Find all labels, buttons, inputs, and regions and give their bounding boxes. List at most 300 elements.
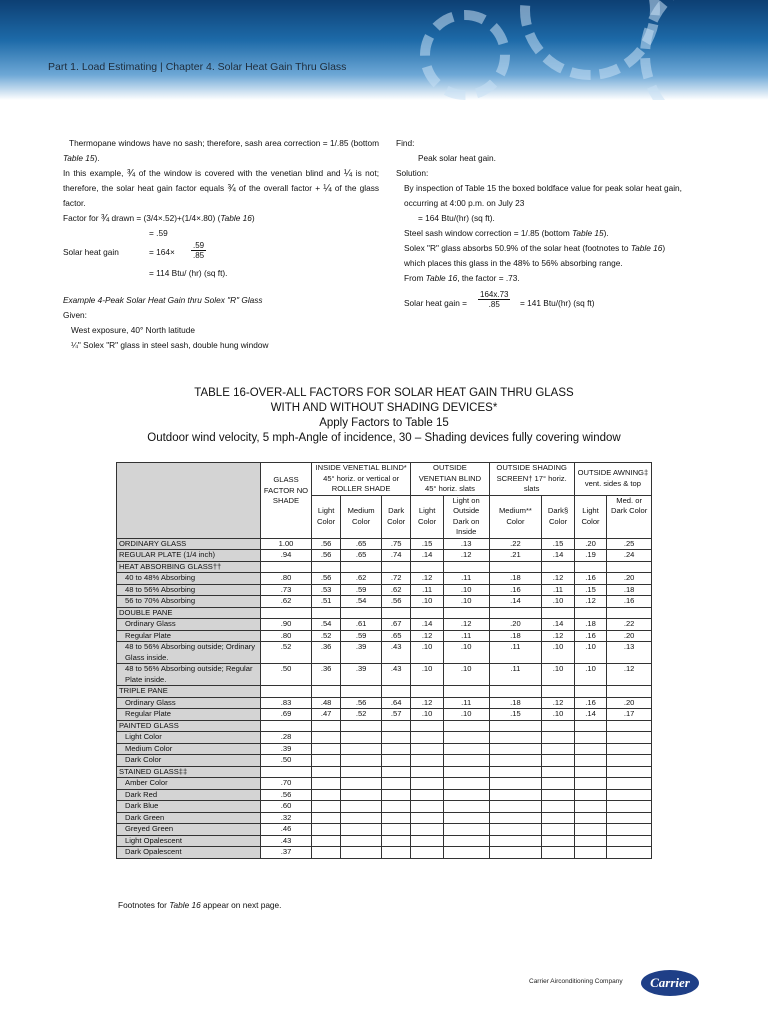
table-cell: .61 [341, 619, 382, 631]
table-cell: .20 [574, 538, 606, 550]
group-heading-row [117, 561, 652, 573]
group-heading: TRIPLE PANE [117, 686, 261, 698]
table-cell: .64 [381, 697, 410, 709]
table-cell [489, 732, 542, 744]
subheader-light-outside: Light on Outside Dark on Inside [443, 495, 489, 538]
table-row [117, 642, 652, 664]
table-cell [574, 607, 606, 619]
table-row [117, 812, 652, 824]
table-cell [574, 720, 606, 732]
table-cell [411, 607, 443, 619]
gear-decoration [520, 0, 660, 80]
table-cell [261, 686, 312, 698]
fraction: ¼ [343, 168, 353, 179]
table-row [117, 573, 652, 585]
table-cell: .14 [411, 619, 443, 631]
subtitle-line: Apply Factors to Table 15 [319, 417, 449, 429]
table-cell: .56 [341, 697, 382, 709]
table-cell: .14 [489, 596, 542, 608]
table-cell [542, 835, 574, 847]
table-cell: .15 [411, 538, 443, 550]
table-cell: .10 [411, 596, 443, 608]
table-cell: .11 [542, 584, 574, 596]
table-cell [443, 789, 489, 801]
table-cell [443, 720, 489, 732]
table-cell [574, 789, 606, 801]
find-item: Peak solar heat gain. [418, 153, 496, 163]
table-cell [607, 743, 652, 755]
solar-heat-gain-line [63, 241, 379, 263]
table-cell [443, 743, 489, 755]
thermopane-paragraph [63, 136, 379, 166]
table-cell [489, 835, 542, 847]
denominator: .85 [488, 300, 500, 309]
table-cell: .11 [489, 642, 542, 664]
formula: (3/4×.52)+(1/4×.80) ( [143, 213, 221, 223]
row-label: 40 to 48% Absorbing [117, 573, 261, 585]
table-cell: .28 [261, 732, 312, 744]
group-heading-row [117, 720, 652, 732]
table-cell [574, 766, 606, 778]
table-cell [411, 743, 443, 755]
text: In this example, [63, 168, 124, 178]
table-cell [607, 824, 652, 836]
header-blank [117, 463, 261, 539]
table-cell: .39 [261, 743, 312, 755]
table-cell [443, 835, 489, 847]
table-cell [341, 766, 382, 778]
table-cell [311, 801, 340, 813]
table-cell: .65 [341, 538, 382, 550]
text: appear on next page. [203, 900, 282, 910]
footnote [118, 900, 281, 910]
table-cell: .52 [261, 642, 312, 664]
table-cell: .21 [489, 550, 542, 562]
row-label: 48 to 56% Absorbing outside; Regular Plate inside. [117, 664, 261, 686]
table-cell [311, 755, 340, 767]
table-cell: .16 [574, 697, 606, 709]
table-cell: .62 [381, 584, 410, 596]
table-cell: .53 [311, 584, 340, 596]
table-cell [542, 607, 574, 619]
table-cell: .14 [411, 550, 443, 562]
table-cell: .39 [341, 642, 382, 664]
header-banner [0, 0, 768, 100]
table-cell [381, 766, 410, 778]
fraction: ¾ [126, 168, 136, 179]
table-cell [542, 812, 574, 824]
table-cell: .72 [381, 573, 410, 585]
table-cell: .11 [443, 573, 489, 585]
table-cell: .39 [341, 664, 382, 686]
table-cell [574, 743, 606, 755]
row-label: 48 to 56% Absorbing [117, 584, 261, 596]
table-cell: 1.00 [261, 538, 312, 550]
table-cell: .25 [607, 538, 652, 550]
table-cell [381, 732, 410, 744]
table-cell: .80 [261, 573, 312, 585]
table-cell [311, 732, 340, 744]
subheader-light: Light Color [411, 495, 443, 538]
table-cell [489, 766, 542, 778]
row-label: Light Color [117, 732, 261, 744]
table-cell: .10 [542, 596, 574, 608]
table-cell: .16 [607, 596, 652, 608]
table-cell [261, 607, 312, 619]
solution-text [396, 271, 688, 286]
table-cell [381, 743, 410, 755]
table-cell [607, 766, 652, 778]
table-cell: .12 [443, 619, 489, 631]
table-cell [443, 686, 489, 698]
row-label: Regular Plate [117, 630, 261, 642]
text: of the overall factor + [238, 183, 321, 193]
table-cell [542, 789, 574, 801]
table-cell [261, 720, 312, 732]
table-cell [341, 789, 382, 801]
table-cell: .36 [311, 642, 340, 664]
table-cell [261, 766, 312, 778]
table-cell [489, 812, 542, 824]
table-cell: .10 [542, 709, 574, 721]
row-label: Ordinary Glass [117, 697, 261, 709]
table-cell: .20 [607, 630, 652, 642]
text: of the glass factor. [63, 183, 379, 208]
table-cell [542, 801, 574, 813]
table-row [117, 697, 652, 709]
subheader-medium: Medium** Color [489, 495, 542, 538]
table-cell: .17 [607, 709, 652, 721]
table-cell [341, 801, 382, 813]
table-cell [341, 732, 382, 744]
table-cell [574, 812, 606, 824]
table-row [117, 743, 652, 755]
row-label: REGULAR PLATE (1/4 inch) [117, 550, 261, 562]
example-paragraph [63, 166, 379, 211]
table-cell [411, 561, 443, 573]
row-label: Greyed Green [117, 824, 261, 836]
label: Solar heat gain = [404, 298, 467, 308]
table-cell [542, 720, 574, 732]
table-row [117, 664, 652, 686]
table-cell: .36 [311, 664, 340, 686]
group-heading: DOUBLE PANE [117, 607, 261, 619]
table-cell: .12 [542, 630, 574, 642]
subheader-light: Light Color [574, 495, 606, 538]
table-cell [443, 847, 489, 859]
table-cell: .83 [261, 697, 312, 709]
table-cell: .50 [261, 755, 312, 767]
table-cell: .14 [574, 709, 606, 721]
table-cell: .10 [411, 709, 443, 721]
table-cell [381, 607, 410, 619]
table-cell: .14 [542, 619, 574, 631]
table-cell [489, 789, 542, 801]
table-cell [542, 778, 574, 790]
table-cell: .12 [411, 697, 443, 709]
text: , the factor = .73. [457, 273, 520, 283]
table-cell [574, 835, 606, 847]
table-row [117, 630, 652, 642]
table-cell [489, 686, 542, 698]
table-cell: .32 [261, 812, 312, 824]
table-cell [311, 766, 340, 778]
header-outside-blind: OUTSIDE VENETIAN BLIND 45° horiz. slats [411, 463, 489, 496]
table-cell [261, 561, 312, 573]
table-cell: .10 [443, 596, 489, 608]
table-ref: Table 16 [630, 243, 663, 253]
table-cell [311, 607, 340, 619]
table-cell [311, 835, 340, 847]
row-label: 48 to 56% Absorbing outside; Ordinary Glass inside. [117, 642, 261, 664]
text: = 164× [149, 247, 175, 257]
table-cell [341, 755, 382, 767]
table-cell [607, 686, 652, 698]
group-heading-row [117, 766, 652, 778]
table-cell: .11 [489, 664, 542, 686]
text: ) which places this glass in the 48% to 56% absorbing range. [404, 243, 666, 268]
table-cell [341, 561, 382, 573]
table-cell: .12 [443, 550, 489, 562]
table-cell: .48 [311, 697, 340, 709]
table-row [117, 732, 652, 744]
subheader-dark: Dark Color [381, 495, 410, 538]
table-cell [489, 801, 542, 813]
text: is not; therefore, the solar heat gain factor equals [63, 168, 380, 193]
table-cell: .73 [261, 584, 312, 596]
table-cell: .37 [261, 847, 312, 859]
table-cell [574, 824, 606, 836]
solution-text: = 164 Btu/(hr) (sq ft). [418, 213, 495, 223]
table-cell [341, 607, 382, 619]
table-cell: .46 [261, 824, 312, 836]
table-cell: .69 [261, 709, 312, 721]
solar-heat-gain-line [396, 290, 688, 316]
table-cell: .12 [574, 596, 606, 608]
numerator: 164x.73 [480, 290, 509, 299]
table-cell [489, 743, 542, 755]
table-cell: .11 [443, 630, 489, 642]
table-cell [381, 789, 410, 801]
table-cell [381, 847, 410, 859]
row-label: ORDINARY GLASS [117, 538, 261, 550]
table-cell: .18 [574, 619, 606, 631]
table-cell [411, 686, 443, 698]
table-cell: .70 [261, 778, 312, 790]
table-cell [607, 801, 652, 813]
text: Steel sash window correction = 1/.85 (bottom [404, 228, 570, 238]
text: ). [94, 153, 100, 163]
group-heading: HEAT ABSORBING GLASS†† [117, 561, 261, 573]
table-cell [489, 847, 542, 859]
table-cell [542, 755, 574, 767]
row-label: Dark Opalescent [117, 847, 261, 859]
subheader-light: Light Color [311, 495, 340, 538]
table-cell: .19 [574, 550, 606, 562]
factor-result: = .59 [149, 228, 168, 238]
table-cell: .52 [311, 630, 340, 642]
solar-heat-gain-result: = 114 Btu/ (hr) (sq ft). [149, 268, 228, 278]
solution-text [396, 226, 688, 241]
table-cell [411, 778, 443, 790]
table-cell [411, 801, 443, 813]
table-cell [574, 778, 606, 790]
table-cell [381, 561, 410, 573]
table-cell: .43 [381, 664, 410, 686]
denominator: .85 [193, 251, 205, 260]
table-cell: .12 [411, 630, 443, 642]
row-label: Ordinary Glass [117, 619, 261, 631]
table-cell [311, 743, 340, 755]
row-label: Regular Plate [117, 709, 261, 721]
subheader-medium: Medium Color [341, 495, 382, 538]
table-cell: .15 [489, 709, 542, 721]
table-cell: .10 [443, 709, 489, 721]
header-awning: OUTSIDE AWNING‡ vent. sides & top [574, 463, 651, 496]
table-cell [443, 732, 489, 744]
table-cell [489, 720, 542, 732]
table-cell: .15 [542, 538, 574, 550]
table-cell: .43 [261, 835, 312, 847]
table-cell: .62 [341, 573, 382, 585]
table-cell [443, 607, 489, 619]
table-cell [607, 835, 652, 847]
table-cell: .18 [489, 697, 542, 709]
table-cell [542, 766, 574, 778]
table-row [117, 619, 652, 631]
table-title [0, 386, 768, 446]
table-cell [542, 561, 574, 573]
table-cell: .22 [607, 619, 652, 631]
table-cell: .12 [607, 664, 652, 686]
table-cell [443, 812, 489, 824]
table-cell: .18 [489, 573, 542, 585]
table-cell: .10 [411, 642, 443, 664]
table-cell: .12 [542, 697, 574, 709]
table-cell [311, 686, 340, 698]
table-cell [381, 778, 410, 790]
table-cell [542, 824, 574, 836]
table-cell [341, 847, 382, 859]
table-cell [607, 812, 652, 824]
table-cell [574, 801, 606, 813]
table-row [117, 596, 652, 608]
table-cell: .56 [381, 596, 410, 608]
table-cell: .54 [311, 619, 340, 631]
text: Solex "R" glass absorbs 50.9% of the solar heat (footnotes to [404, 243, 629, 253]
table-cell [311, 847, 340, 859]
table-cell: .47 [311, 709, 340, 721]
table-row [117, 755, 652, 767]
table-cell: .65 [341, 550, 382, 562]
table-cell [443, 561, 489, 573]
table-cell [574, 732, 606, 744]
table-cell: .10 [443, 664, 489, 686]
table-cell [381, 755, 410, 767]
table-cell [381, 686, 410, 698]
table-cell: .10 [443, 584, 489, 596]
table-ref: Table 15 [572, 228, 604, 238]
table-cell: .57 [381, 709, 410, 721]
table-cell: .59 [341, 630, 382, 642]
table-cell: .12 [542, 573, 574, 585]
solution-text: By inspection of Table 15 the boxed boldface value for peak solar heat gain, occurring at 4:00 p.m. on July 23 [404, 183, 682, 208]
table-cell [489, 778, 542, 790]
table-cell: .75 [381, 538, 410, 550]
table-cell [542, 743, 574, 755]
title-line: TABLE 16-OVER-ALL FACTORS FOR SOLAR HEAT GAIN THRU GLASS [194, 387, 574, 399]
table-row [117, 584, 652, 596]
table-cell: .18 [489, 630, 542, 642]
table-cell [411, 732, 443, 744]
table-cell [574, 686, 606, 698]
table-cell: .12 [411, 573, 443, 585]
table-cell: .94 [261, 550, 312, 562]
numerator: .59 [193, 241, 205, 250]
row-label: Amber Color [117, 778, 261, 790]
table-row [117, 847, 652, 859]
table-cell [443, 824, 489, 836]
table-cell: .52 [341, 709, 382, 721]
table-cell [489, 561, 542, 573]
gear-decoration [640, 0, 768, 100]
table-cell: .10 [574, 664, 606, 686]
table-ref: Table 15 [63, 153, 95, 163]
table-cell: .16 [489, 584, 542, 596]
table-row [117, 789, 652, 801]
table-cell [489, 755, 542, 767]
table-ref: Table 16 [425, 273, 458, 283]
table-cell: .20 [607, 697, 652, 709]
table-ref: Table 16 [220, 213, 252, 223]
table-cell [311, 778, 340, 790]
row-label: Light Opalescent [117, 835, 261, 847]
row-label: Dark Blue [117, 801, 261, 813]
table-cell: .56 [311, 550, 340, 562]
table-cell [311, 789, 340, 801]
table-cell [411, 755, 443, 767]
table-cell: .60 [261, 801, 312, 813]
carrier-logo: Carrier [641, 970, 699, 996]
table-cell: .10 [542, 664, 574, 686]
company-name: Carrier Airconditioning Company [529, 978, 623, 985]
table-cell [341, 835, 382, 847]
table-cell [311, 561, 340, 573]
table-cell [341, 720, 382, 732]
table-cell: .20 [489, 619, 542, 631]
text: ) [251, 213, 255, 223]
table-cell [381, 801, 410, 813]
table-cell [607, 607, 652, 619]
factor-line [63, 211, 379, 226]
text: Footnotes for [118, 900, 167, 910]
table-cell: .16 [574, 630, 606, 642]
table-cell [542, 686, 574, 698]
table-cell [341, 686, 382, 698]
table-cell [341, 824, 382, 836]
subtitle-line: Outdoor wind velocity, 5 mph-Angle of incidence, 30 – Shading devices fully covering window [147, 432, 621, 444]
row-label: Dark Red [117, 789, 261, 801]
left-column [63, 136, 379, 353]
table-cell [489, 824, 542, 836]
table-cell: .13 [607, 642, 652, 664]
table-cell: .90 [261, 619, 312, 631]
table-cell [443, 755, 489, 767]
table-cell [381, 812, 410, 824]
row-label: Medium Color [117, 743, 261, 755]
table-cell [607, 847, 652, 859]
table-cell [607, 561, 652, 573]
